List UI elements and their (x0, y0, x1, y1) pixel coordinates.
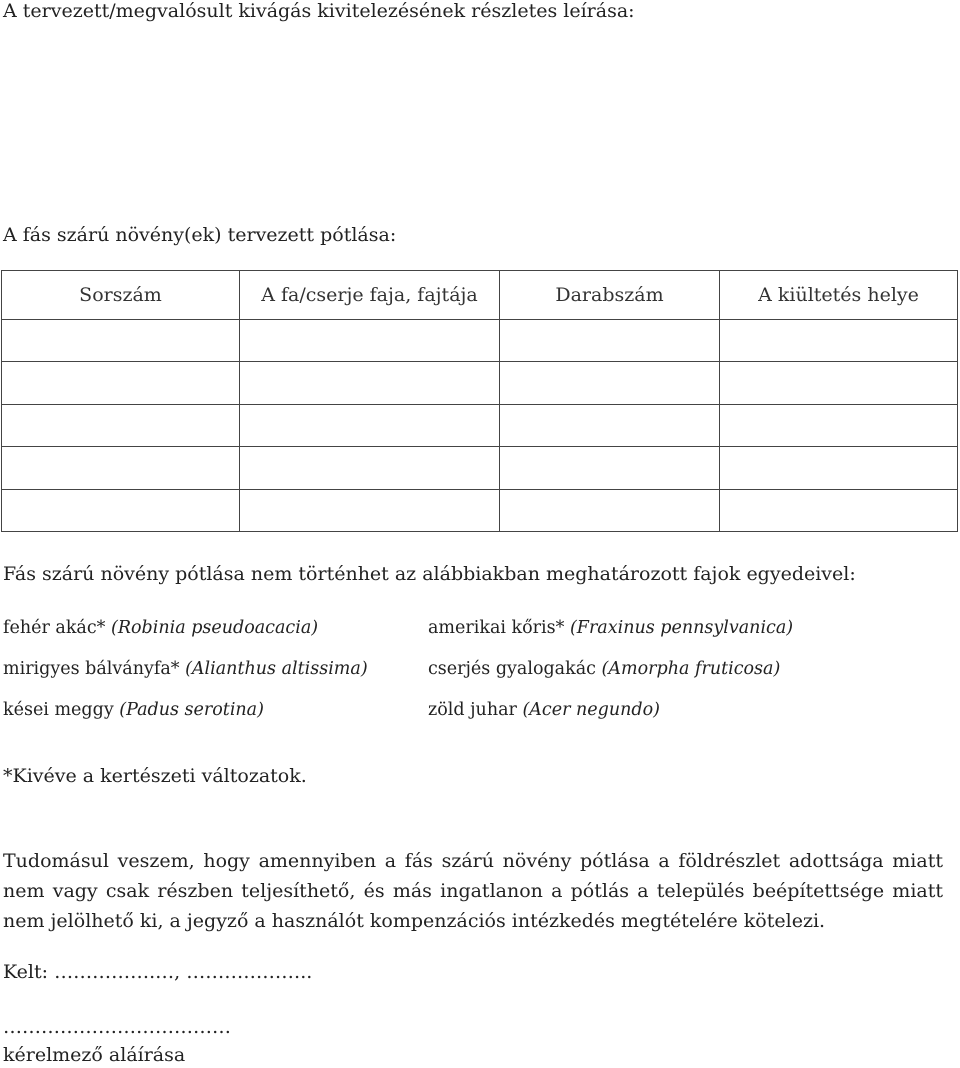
table-cell[interactable] (2, 405, 240, 447)
table-cell[interactable] (720, 447, 958, 490)
species-item (428, 700, 660, 720)
species-footnote: *Kivéve a kertészeti változatok. (3, 765, 307, 787)
table-cell[interactable] (240, 320, 500, 362)
species-common-name: fehér akác* (3, 618, 106, 638)
restriction-intro: Fás szárú növény pótlása nem történhet az alábbiakban meghatározott fajok egyedeivel: (3, 563, 856, 585)
table-cell[interactable] (500, 447, 720, 490)
species-item (3, 618, 318, 638)
table-cell[interactable] (2, 447, 240, 490)
species-common-name: cserjés gyalogakác (428, 659, 596, 679)
table-cell[interactable] (240, 490, 500, 532)
species-common-name: zöld juhar (428, 700, 517, 720)
table-cell[interactable] (2, 320, 240, 362)
species-latin-name: (Acer negundo) (522, 700, 660, 720)
replacement-table (1, 270, 958, 532)
table-cell[interactable] (720, 405, 958, 447)
table-row (2, 405, 958, 447)
species-item (428, 618, 793, 638)
species-item (428, 659, 780, 679)
signature-label: kérelmező aláírása (3, 1044, 186, 1066)
table-row (2, 362, 958, 405)
species-latin-name: (Fraxinus pennsylvanica) (569, 618, 794, 638)
section-title-execution: A tervezett/megvalósult kivágás kivitelezésének részletes leírása: (3, 0, 635, 22)
species-item (3, 659, 368, 679)
table-cell[interactable] (720, 362, 958, 405)
column-header-location: A kiültetés helye (720, 271, 958, 320)
table-header-row (2, 271, 958, 320)
section-title-replacement: A fás szárú növény(ek) tervezett pótlása: (3, 224, 397, 246)
table-cell[interactable] (500, 320, 720, 362)
species-latin-name: (Padus serotina) (119, 700, 264, 720)
table-cell[interactable] (500, 405, 720, 447)
column-header-species: A fa/cserje faja, fajtája (240, 271, 500, 320)
species-latin-name: (Alianthus altissima) (185, 659, 368, 679)
column-header-serial: Sorszám (2, 271, 240, 320)
table-row (2, 447, 958, 490)
table-cell[interactable] (2, 490, 240, 532)
species-item (3, 700, 264, 720)
species-latin-name: (Robinia pseudoacacia) (111, 618, 319, 638)
table-cell[interactable] (500, 362, 720, 405)
species-common-name: mirigyes bálványfa* (3, 659, 180, 679)
species-common-name: amerikai kőris* (428, 618, 565, 638)
species-common-name: kései meggy (3, 700, 114, 720)
declaration-paragraph: Tudomásul veszem, hogy amennyiben a fás szárú növény pótlása a földrészlet adottsága miatt nem vagy csak részben teljesíthető, és más ingatlanon a pótlás a település beépítettsége miatt nem jelölhető ki, a jegyző a használót kompenzációs intézkedés megtételére kötelezi. (3, 850, 943, 932)
table-cell[interactable] (720, 490, 958, 532)
table-cell[interactable] (240, 447, 500, 490)
date-line: Kelt: …………….…, ……………….. (3, 961, 313, 983)
table-cell[interactable] (500, 490, 720, 532)
column-header-quantity: Darabszám (500, 271, 720, 320)
table-row (2, 320, 958, 362)
signature-line: ……………………………… (3, 1016, 231, 1038)
species-latin-name: (Amorpha fruticosa) (601, 659, 781, 679)
table-cell[interactable] (720, 320, 958, 362)
table-cell[interactable] (240, 362, 500, 405)
table-cell[interactable] (2, 362, 240, 405)
table-cell[interactable] (240, 405, 500, 447)
table-row (2, 490, 958, 532)
